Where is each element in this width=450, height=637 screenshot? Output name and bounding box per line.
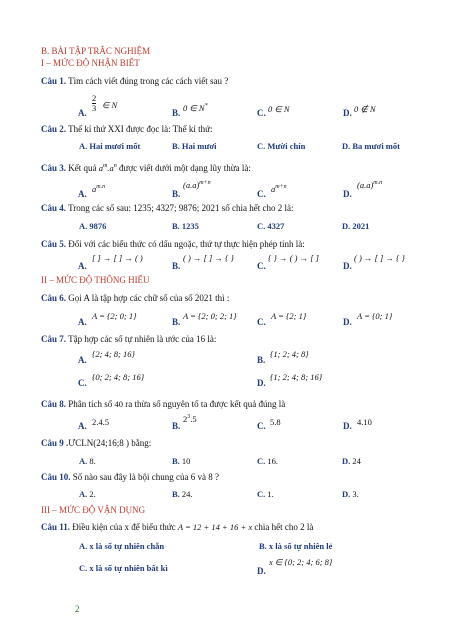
section-level-2: II – MỨC ĐỘ THÔNG HIỂU: [41, 275, 150, 285]
q7-option-a: {2; 4; 8; 16}: [92, 349, 135, 359]
q2-option-a: A. Hai mươi mốt: [79, 141, 141, 151]
question-3: Câu 3. Kết quả $a^m.a^n$ được viết dưới một dạng lũy thừa là:: [41, 163, 251, 173]
q8-option-c: 5.8: [270, 417, 281, 427]
q6-option-c: A = {2; 1}: [271, 311, 307, 321]
question-1: [41, 76, 228, 86]
q6-option-a: A = {2; 0; 1}: [92, 311, 137, 321]
q10-option-d: D. 3.: [342, 489, 359, 499]
section-title: B. BÀI TẬP TRẮC NGHIỆM: [41, 46, 151, 56]
q4-option-d: D. 2021: [342, 221, 370, 231]
q4-option-b: B. 1235: [172, 221, 199, 231]
question-text: Tìm cách viết đúng trong các cách viết sau ?: [68, 76, 229, 86]
section-level-1: I – MỨC ĐỘ NHẬN BIẾT: [41, 58, 140, 68]
q11-option-d: x ∈ {0; 2; 4; 6; 8}: [269, 557, 333, 567]
q11-option-b: B. x là số tự nhiên lẻ: [259, 541, 333, 551]
q10-option-c: C. 1.: [257, 489, 274, 499]
question-9: Câu 9 .ƯCLN(24;16;8 ) bằng:: [41, 438, 152, 448]
question-2: Câu 2. Thế kỉ thứ XXI được đọc là: Thế kỉ thứ:: [41, 124, 213, 134]
q11-option-a: A. x là số tự nhiên chẵn: [79, 541, 165, 551]
q2-option-d: D. Ba mươi mốt: [342, 141, 400, 151]
label-a: A.: [78, 108, 87, 118]
q2-option-c: C. Mười chín: [257, 141, 306, 151]
q1-option-a: 2 3: [92, 93, 97, 113]
question-8: Câu 8. Phân tích số 40 ra thừa số nguyên tố ta được kết quả đúng là: [41, 399, 286, 409]
q9-option-a: A. 8.: [79, 456, 96, 466]
question-number: Câu 1.: [41, 76, 67, 86]
q5-option-d: ( ) → [ ] → { }: [354, 253, 405, 263]
page-number: 2: [75, 604, 80, 614]
q1-option-b: 0 ∈ N*: [183, 103, 208, 113]
q7-option-b: {1; 2; 4; 8}: [270, 349, 309, 359]
q4-option-c: C. 4327: [257, 221, 285, 231]
q1-option-d: 0 ∉ N: [354, 104, 376, 114]
q3-option-d: $(a.a)^{m.n}$: [357, 180, 383, 190]
q9-option-d: D. 24: [342, 456, 361, 466]
q5-option-c: { } → ( ) → [ ]: [268, 253, 319, 263]
q5-option-a: [ ] → [ ] → ( ): [92, 253, 143, 263]
question-10: Câu 10. Số nào sau đây là bội chung của 6 và 8 ?: [41, 472, 219, 482]
question-4: Câu 4. Trong các số sau: 1235; 4327; 9876; 2021 số chia hết cho 2 là:: [41, 203, 294, 213]
q3-option-b: $(a.a)^{m+n}$: [183, 180, 211, 190]
q10-option-a: A. 2.: [79, 489, 96, 499]
section-level-3: III – MỨC ĐỘ VẬN DỤNG: [41, 505, 146, 515]
q6-option-b: A = {2; 0; 2; 1}: [183, 311, 237, 321]
q8-option-d: 4.10: [357, 417, 372, 427]
q4-option-a: A. 9876: [79, 221, 107, 231]
q11-option-c: C. x là số tự nhiên bất kì: [79, 563, 168, 573]
q3-option-a: $a^{m.n}$: [92, 184, 106, 194]
question-6: Câu 6. Gọi A là tập hợp các chữ số của số 2021 thì :: [41, 293, 230, 303]
q6-option-d: A = {0; 1}: [357, 311, 393, 321]
q1-option-c: 0 ∈ N: [268, 104, 290, 114]
q9-option-c: C. 16.: [257, 456, 279, 466]
q3-option-c: $a^{m+n}$: [271, 184, 287, 194]
q2-option-b: B. Hai mươi: [172, 141, 217, 151]
question-7: Câu 7. Tập hợp các số tự nhiên là ước của 16 là:: [41, 334, 217, 344]
q7-option-d: {1; 2; 4; 8; 16}: [270, 372, 323, 382]
q1-option-a-rest: ∈ N: [102, 100, 118, 110]
q8-option-a: 2.4.5: [92, 417, 109, 427]
q10-option-b: B. 24.: [172, 489, 193, 499]
q5-option-b: ( ) → [ ] → { }: [183, 253, 234, 263]
q9-option-b: B. 10: [172, 456, 191, 466]
question-5: Câu 5. Đối với các biểu thức có dấu ngoặc, thứ tự thực hiện phép tính là:: [41, 239, 305, 249]
q8-option-b: $2^3.5$: [183, 414, 197, 424]
q7-option-c: {0; 2; 4; 8; 16}: [92, 372, 145, 382]
question-11: Câu 11. Điều kiện của x để biểu thức A = 12 + 14 + 16 + x chia hết cho 2 là: [41, 522, 314, 532]
